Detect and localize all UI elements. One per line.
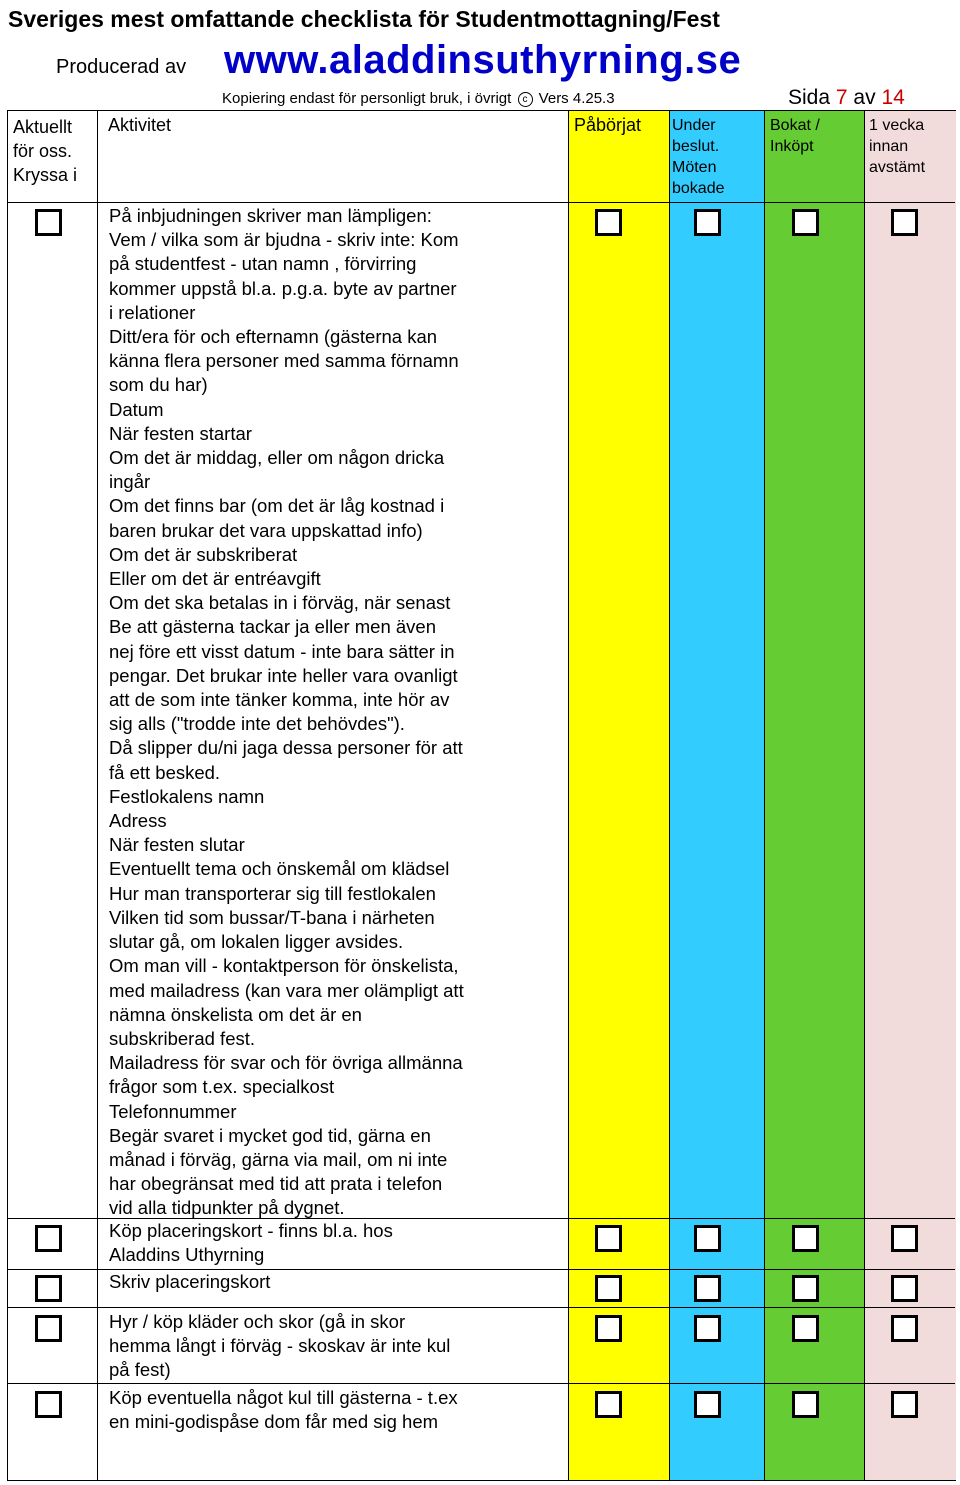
checkbox-started[interactable] <box>595 1275 622 1302</box>
version-text: Vers 4.25.3 <box>538 90 615 107</box>
checkbox-week-before[interactable] <box>891 1391 918 1418</box>
checkbox-under-decision[interactable] <box>694 1391 721 1418</box>
page-number: 7 <box>835 86 848 109</box>
checklist-table <box>7 110 956 1481</box>
checkbox-started[interactable] <box>595 1225 622 1252</box>
checkbox-under-decision[interactable] <box>694 209 721 236</box>
checkbox-under-decision[interactable] <box>694 1225 721 1252</box>
activity-text: Köp placeringskort - finns bl.a. hos Aladdins Uthyrning <box>109 1220 393 1266</box>
page-label: Sida <box>788 86 831 109</box>
header-under-decision: Under beslut. Möten bokade <box>672 117 725 197</box>
copy-prefix: Kopiering endast för personligt bruk, i övrigt <box>222 90 512 107</box>
checkbox-booked[interactable] <box>792 1225 819 1252</box>
header-started: Påbörjat <box>574 115 642 135</box>
checkbox-current[interactable] <box>35 1315 62 1342</box>
copyright-icon: c <box>518 92 533 107</box>
page-indicator <box>788 86 905 110</box>
checkbox-booked[interactable] <box>792 1275 819 1302</box>
activity-text: Skriv placeringskort <box>109 1271 271 1292</box>
checkbox-started[interactable] <box>595 1315 622 1342</box>
header-current: Aktuellt för oss. Kryssa i <box>13 117 78 185</box>
header-activity: Aktivitet <box>108 115 172 135</box>
page-total: 14 <box>881 86 905 109</box>
activity-text: På inbjudningen skriver man lämpligen: Vem / vilka som är bjudna - skriv inte: Kom på studentfest - utan namn , förvirring kommer uppstå bl.a. p.g.a. byte av partner i relationer Ditt/era för och efternamn (gästerna kan känna flera personer med samma förnamn som du har) Datum När festen startar Om det är middag, eller om någon dricka ingår Om det finns bar (om det är låg kostnad i baren brukar det vara uppskattad info) Om det är subskriberat Eller om det är entréavgift Om det ska betalas in i förväg, när senast Be att gästerna tackar ja eller men även nej före ett visst datum - inte bara sätter in pengar. Det brukar inte heller vara ovanligt att de som inte tänker komma, inte hör av sig alls ("trodde inte det behövdes"). Då slipper du/ni jaga dessa personer för att få ett besked. Festlokalens namn Adress När festen slutar Eventuellt tema och önskemål om klädsel Hur man transporterar sig till festlokalen Vilken tid som bussar/T-bana i närheten slutar gå, om lokalen ligger avsides. Om man vill - kontaktperson för önskelista, med mailadress (kan vara mer olämpligt att nämna önskelista om det är en subskriberad fest. Mailadress för svar och för övriga allmänna frågor som t.ex. specialkost Telefonnummer Begär svaret i mycket god tid, gärna en månad i förväg, gärna via mail, om ni inte har obegränsat med tid att prata i telefon vid alla tidpunkter på dygnet. <box>109 205 464 1219</box>
header-week-before: 1 vecka innan avstämt <box>869 117 926 176</box>
checkbox-current[interactable] <box>35 209 62 236</box>
page-title: Sveriges mest omfattande checklista för Studentmottagning/Fest <box>8 6 720 32</box>
checkbox-started[interactable] <box>595 1391 622 1418</box>
checkbox-booked[interactable] <box>792 209 819 236</box>
checkbox-under-decision[interactable] <box>694 1315 721 1342</box>
checkbox-week-before[interactable] <box>891 1225 918 1252</box>
checkbox-week-before[interactable] <box>891 1275 918 1302</box>
row-divider <box>8 1383 955 1384</box>
header-booked: Bokat / Inköpt <box>770 117 820 155</box>
checkbox-week-before[interactable] <box>891 1315 918 1342</box>
activity-text: Hyr / köp kläder och skor (gå in skor hemma långt i förväg - skoskav är inte kul på fest) <box>109 1311 451 1381</box>
checkbox-under-decision[interactable] <box>694 1275 721 1302</box>
header-divider <box>8 202 955 203</box>
activity-text: Köp eventuella något kul till gästerna - t.ex en mini-godispåse dom får med sig hem <box>109 1387 458 1433</box>
page-of-label: av <box>853 86 876 109</box>
checkbox-started[interactable] <box>595 209 622 236</box>
produced-by-label: Producerad av <box>56 56 187 78</box>
website-link[interactable]: www.aladdinsuthyrning.se <box>224 38 742 82</box>
row-divider <box>8 1307 955 1308</box>
checkbox-current[interactable] <box>35 1275 62 1302</box>
checkbox-week-before[interactable] <box>891 209 918 236</box>
copyright-notice <box>222 90 615 107</box>
checkbox-current[interactable] <box>35 1225 62 1252</box>
checkbox-booked[interactable] <box>792 1391 819 1418</box>
checkbox-booked[interactable] <box>792 1315 819 1342</box>
checkbox-current[interactable] <box>35 1391 62 1418</box>
